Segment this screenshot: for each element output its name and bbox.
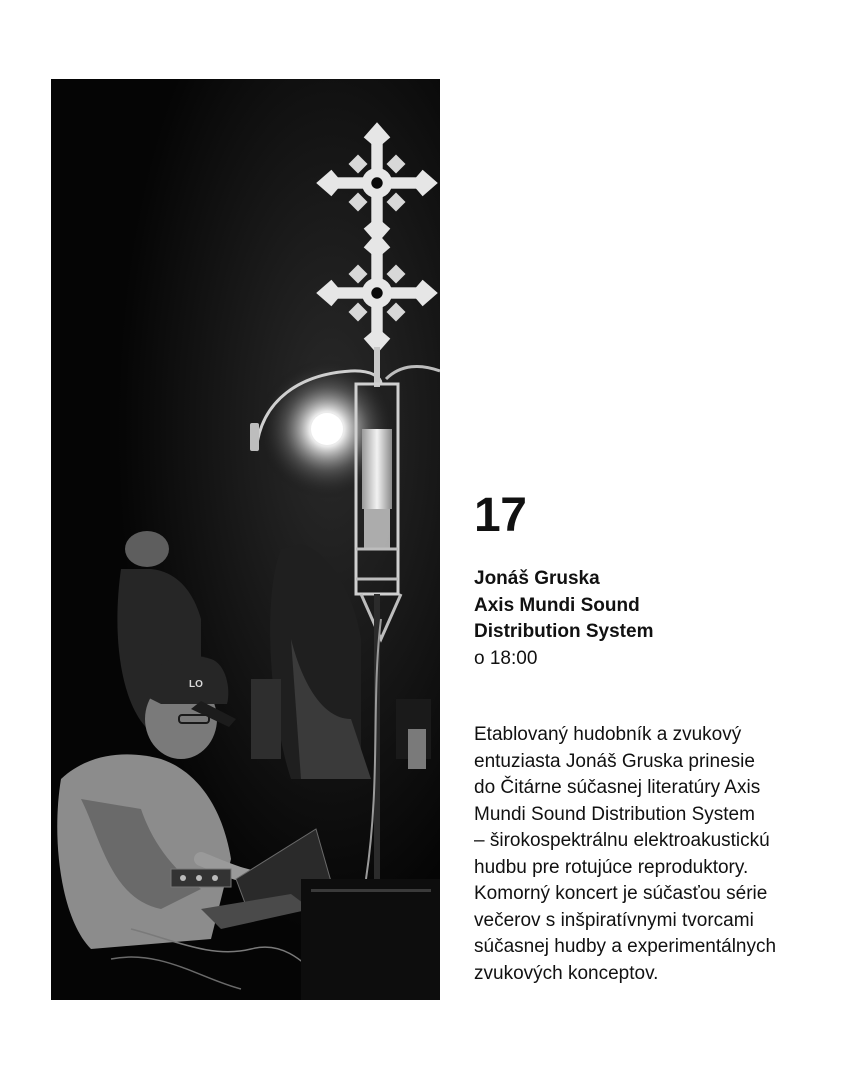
speaker-box xyxy=(301,879,440,1000)
description-line: Mundi Sound Distribution System xyxy=(474,803,755,825)
audio-knob-3 xyxy=(212,875,218,881)
speaker-edge xyxy=(311,889,431,892)
sock xyxy=(408,729,426,769)
lamp-bulb xyxy=(311,413,343,445)
description-line: – širokospektrálnu elektroakustickú xyxy=(474,830,770,851)
lamp-head xyxy=(250,423,259,451)
concert-photo-illustration xyxy=(51,79,440,1000)
description-line: večerov s inšpiratívnymi tvorcami xyxy=(474,909,754,931)
description-line: Etablovaný hudobník a zvukový xyxy=(474,724,742,745)
description-line: entuziasta Jonáš Gruska prinesie xyxy=(474,750,755,772)
event-title-line-1: Axis Mundi Sound xyxy=(474,594,640,616)
artist-name: Jonáš Gruska xyxy=(474,568,600,589)
audio-knob-2 xyxy=(196,875,202,881)
event-description xyxy=(474,722,834,987)
rig-tube xyxy=(362,429,392,509)
event-heading xyxy=(474,566,834,672)
event-number: 17 xyxy=(474,489,527,542)
description-line: do Čitárne súčasnej literatúry Axis xyxy=(474,777,761,798)
chair xyxy=(251,679,281,759)
event-time: o 18:00 xyxy=(474,647,538,669)
description-line: zvukových konceptov. xyxy=(474,962,659,984)
description-line: súčasnej hudby a experimentálnych xyxy=(474,936,777,957)
event-title-line-2: Distribution System xyxy=(474,621,654,642)
description-line: Komorný koncert je súčasťou série xyxy=(474,883,768,904)
rig-body xyxy=(364,509,390,549)
event-photo xyxy=(51,79,440,1000)
audio-knob-1 xyxy=(180,875,186,881)
audience-cap xyxy=(125,531,169,567)
rig-neck xyxy=(374,347,380,387)
cap-logo-text: LO xyxy=(189,679,203,690)
description-line: hudbu pre rotujúce reproduktory. xyxy=(474,856,749,878)
